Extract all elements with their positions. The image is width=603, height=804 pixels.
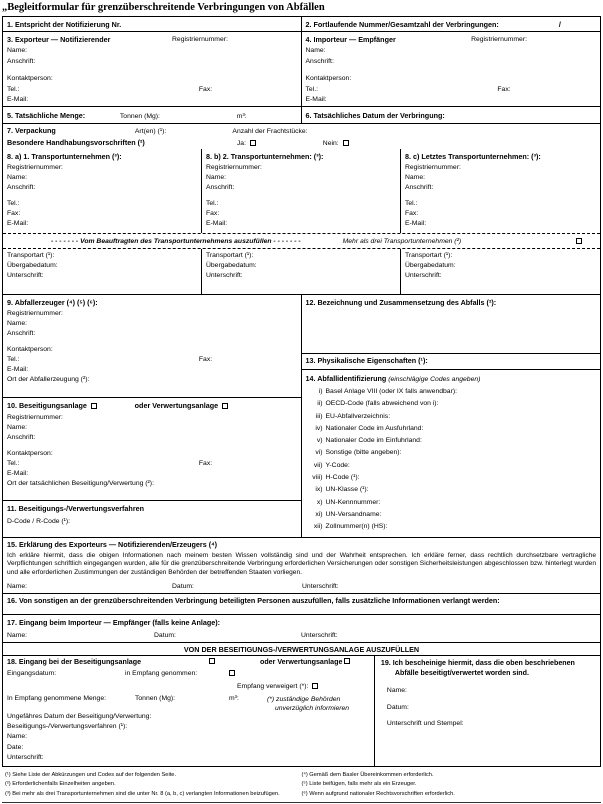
received-m3-label: m³: (229, 695, 239, 702)
actual-treatment-site-label: Ort der tatsächlichen Beseitigung/Verwertung (²): (7, 480, 154, 488)
carrier1-transport-mode-label: Transportart (¹): (7, 252, 55, 259)
declaration-date-label: Datum: (172, 583, 194, 591)
carrier1-regnum-label: Registriernummer: (7, 164, 63, 171)
waste-id-item-text: UN-Klasse (¹): (325, 486, 369, 494)
facility-section-header: VON DER BESEITIGUNGS-/VERWERTUNGSANLAGE AUSZUFÜLLEN (3, 643, 600, 656)
box-9-generator (3, 295, 301, 398)
waste-id-item-num: viii) (312, 474, 323, 482)
exporter-declaration-text: Ich erkläre hiermit, dass die obigen Informationen nach meinem besten Wissen vollständig sind und der Wahrheit entsprechen. Ich erkläre ferner, dass rechtlich durchsetzbare vertragliche Verpflichtungen schriftlich eingegangen wurden, alle für die grenzüberschreitende Verbringung erforderlichen Versicherungen oder sonstigen Sicherheitsleistungen abgeschlossen bzw. hinterlegt wurden und alle erforderlichen Zustimmungen der zuständigen Behörden der betreffenden Staaten vorliegen. (7, 552, 596, 576)
quantity-m3-label: m³: (236, 113, 247, 120)
importer-contact-label: Kontaktperson: (305, 75, 352, 83)
disposal-facility-checkbox[interactable] (91, 403, 97, 409)
waste-id-item (306, 509, 597, 521)
facility-receipt-title: 18. Eingang bei der Beseitigungsanlage (7, 658, 142, 666)
box-19-certification (375, 656, 600, 766)
waste-id-item-text: OECD-Code (falls abweichend von i): (325, 400, 439, 408)
box-14-waste-id (302, 370, 601, 537)
waste-id-item (306, 460, 597, 472)
certification-date-label: Datum: (386, 703, 409, 711)
row-main-section (3, 295, 600, 538)
box-5-quantity (3, 107, 302, 123)
exporter-fax-label: Fax: (198, 85, 213, 93)
box-18-facility-receipt (3, 656, 375, 766)
quantity-tonnes-label: Tonnen (Mg): (119, 113, 160, 120)
importer-regnum-label: Registriernummer: (471, 36, 527, 43)
receipt-entry-date-label: Eingangsdatum: (7, 670, 57, 677)
certification-name-label: Name: (386, 687, 407, 694)
row-18-19 (3, 656, 600, 766)
package-count-label: Anzahl der Frachtstücke: (232, 128, 308, 135)
carrier2-fax-label: Fax: (205, 209, 220, 217)
importer-name-label: Name: (305, 47, 326, 54)
waste-id-item-text: Y-Code: (325, 461, 350, 469)
row-5-6 (3, 107, 600, 124)
carrier1-signature-label: Unterschrift: (7, 272, 44, 280)
packaging-types-label: Art(en) (¹): (134, 128, 167, 135)
generator-address-label: Anschrift: (7, 330, 36, 338)
authorities-note-line2: unverzüglich informieren (275, 705, 350, 712)
carrier1-handover-date-label: Übergabedatum: (7, 262, 58, 270)
box-8c-carrier3 (401, 149, 600, 233)
carrier2-transport-block (202, 249, 401, 294)
waste-id-item-text: UN-Kennnummer: (325, 498, 381, 506)
exporter-regnum-label: Registriernummer: (172, 36, 228, 43)
received-tonnes-label: Tonnen (Mg): (135, 695, 176, 702)
exporter-tel-label: Tel.: (7, 85, 20, 93)
more-carriers-label: Mehr als drei Transportunternehmen (²) (342, 237, 462, 245)
exporter-contact-label: Kontaktperson: (7, 75, 53, 83)
declaration-signature-label: Unterschrift: (302, 583, 339, 591)
footnote-1: (¹) Siehe Liste der Abkürzungen und Codes auf der folgenden Seite. (5, 772, 177, 778)
waste-id-item (306, 447, 597, 459)
recovery-facility-checkbox[interactable] (222, 403, 228, 409)
certification-title: 19. Ich bescheinige hiermit, dass die oben beschriebenen Abfälle beseitigt/verwertet worden sind. (380, 659, 575, 677)
carrier3-handover-date-label: Übergabedatum: (404, 262, 456, 270)
carrier1-name-label: Name: (7, 174, 28, 182)
authorities-note (267, 695, 349, 713)
shipment-serial-slash: / (558, 20, 561, 29)
box-7-packaging (3, 124, 600, 149)
form-title: „Begleitformular für grenzüberschreitende Verbringungen von Abfällen (2, 2, 325, 13)
rejected-checkbox[interactable] (312, 683, 318, 689)
waste-id-item-text: H-Code (¹): (325, 474, 360, 482)
waste-id-item (306, 435, 597, 447)
box-10-facility (3, 398, 301, 501)
recovery-facility-label: oder Verwertungsanlage (134, 401, 219, 410)
row-3-4 (3, 32, 600, 107)
carrier2-address-label: Anschrift: (205, 184, 235, 192)
waste-id-item-text: Sonstige (bitte angeben): (325, 449, 402, 457)
box-2 (302, 17, 601, 31)
waste-id-item (306, 521, 597, 533)
generator-name-label: Name: (7, 320, 28, 328)
waste-id-item (306, 472, 597, 484)
facility-signature-label: Unterschrift: (7, 753, 44, 761)
ja-label: Ja: (236, 139, 246, 147)
waste-id-item-num: vi) (315, 449, 323, 457)
exporter-name-label: Name: (7, 47, 28, 54)
facility-email-label: E-Mail: (7, 470, 29, 478)
box-3-exporter (3, 32, 302, 106)
carrier3-signature-label: Unterschrift: (404, 272, 442, 280)
exporter-title: 3. Exporteur — Notifizierender (7, 35, 111, 44)
footnote-6: (⁶) Wenn aufgrund nationaler Rechtsvorschriften erforderlich. (301, 790, 455, 797)
waste-id-item-num: v) (316, 437, 323, 445)
row-1-2 (3, 17, 600, 32)
footnote-3: (³) Bei mehr als drei Transportunternehmen sind die unter Nr. 8 (a, b, c) verlangten Informationen beizufügen. (5, 790, 280, 797)
generator-contact-label: Kontaktperson: (7, 345, 53, 353)
waste-id-item-text: EU-Abfallverzeichnis: (325, 412, 391, 420)
right-column (302, 295, 601, 537)
carrier3-transport-mode-label: Transportart (¹): (404, 252, 453, 259)
waste-shipment-form (2, 16, 601, 767)
box-12-designation (302, 295, 601, 354)
physical-characteristics-title: 13. Physikalische Eigenschaften (¹): (305, 356, 428, 365)
dr-code-label: D-Code / R-Code (¹): (7, 518, 71, 525)
carrier3-transport-block (401, 249, 600, 294)
waste-id-item-num: ix) (315, 486, 323, 494)
nein-checkbox[interactable] (343, 140, 349, 146)
carrier2-regnum-label: Registriernummer: (205, 164, 262, 171)
carrier1-email-label: E-Mail: (7, 220, 29, 228)
waste-id-item (306, 386, 597, 398)
treatment-operation-label: Beseitigungs-/Verwertungsverfahren (¹): (7, 723, 128, 731)
footnotes-right (302, 771, 599, 799)
facility-name-label: Name: (7, 733, 28, 741)
facility-address-label: Anschrift: (7, 434, 36, 442)
declaration-name-label: Name: (7, 583, 28, 591)
carrier2-transport-mode-label: Transportart (¹): (205, 252, 254, 259)
carrier2-handover-date-label: Übergabedatum: (205, 262, 257, 270)
approx-treatment-date-label: Ungefähres Datum der Beseitigung/Verwertung: (7, 713, 152, 720)
carrier2-title: 8. b) 2. Transportunternehmen: (³): (205, 152, 324, 161)
exporter-declaration-title: 15. Erklärung des Exporteurs — Notifizierenden/Erzeugers (⁴) (7, 540, 218, 549)
carrier3-fax-label: Fax: (404, 209, 419, 217)
importer-address-label: Anschrift: (305, 57, 334, 65)
box-8b-carrier2 (202, 149, 401, 233)
waste-designation-title: 12. Bezeichnung und Zusammensetzung des Abfalls (²): (305, 298, 497, 307)
receipt-recovery-checkbox[interactable] (344, 658, 350, 664)
box-4-importer (302, 32, 601, 106)
actual-date-title: 6. Tatsächliches Datum der Verbringung: (305, 111, 445, 120)
row-transport-details (3, 249, 600, 295)
certification-signature-stamp-label: Unterschrift und Stempel: (386, 720, 464, 728)
bottom-rule (2, 802, 601, 803)
carrier3-email-label: E-Mail: (404, 220, 427, 228)
carrier3-tel-label: Tel.: (404, 199, 418, 207)
facility-regnum-label: Registriernummer: (7, 414, 63, 421)
waste-id-item-num: x) (316, 498, 323, 506)
shipment-serial-label: 2. Fortlaufende Nummer/Gesamtzahl der Verbringungen: (305, 20, 499, 29)
waste-id-subtitle: (einschlägige Codes angeben) (388, 376, 481, 383)
carrier1-fax-label: Fax: (7, 209, 21, 217)
footnote-2: (²) Erforderlichenfalls Einzelheiten angeben. (5, 781, 116, 788)
box-11-operation (3, 501, 301, 537)
waste-id-item-num: xii) (313, 523, 323, 531)
box-15-declaration (3, 538, 600, 594)
receipt-recovery-label: oder Verwertungsanlage (260, 658, 343, 666)
carrier2-tel-label: Tel.: (205, 199, 219, 207)
carrier2-name-label: Name: (205, 174, 227, 182)
carrier1-tel-label: Tel.: (7, 199, 20, 207)
waste-id-item (306, 484, 597, 496)
carrier1-transport-block (3, 249, 202, 294)
waste-id-item-text: Zollnummer(n) (HS): (325, 523, 388, 531)
waste-id-item-text: UN-Versandname: (325, 510, 382, 518)
facility-name-label: Name: (7, 424, 28, 432)
facility-contact-label: Kontaktperson: (7, 449, 53, 457)
waste-id-item-text: Basel Anlage VIII (oder IX falls anwendbar): (325, 388, 457, 395)
left-column (3, 295, 302, 537)
carrier-declaration-band (3, 234, 600, 249)
receipt-disposal-checkbox[interactable] (209, 658, 215, 664)
waste-id-item (306, 411, 597, 423)
carrier3-name-label: Name: (404, 174, 425, 182)
received-quantity-label: In Empfang genommene Menge: (7, 695, 106, 702)
generator-site-label: Ort der Abfallerzeugung (²): (7, 376, 90, 384)
waste-id-item (306, 423, 597, 435)
generator-title: 9. Abfallerzeuger (⁴) (⁵) (⁶): (7, 298, 98, 307)
received-label: in Empfang genommen: (125, 670, 198, 677)
footnotes (2, 767, 601, 799)
generator-fax-label: Fax: (198, 355, 213, 363)
carrier-declaration-banner: - - - - - - - Vom Beauftragten des Transportunternehmens auszufüllen - - - - - - - (51, 237, 301, 245)
ja-checkbox[interactable] (250, 140, 256, 146)
waste-id-item (306, 398, 597, 410)
exporter-address-label: Anschrift: (7, 57, 36, 65)
carrier3-address-label: Anschrift: (404, 184, 434, 192)
generator-regnum-label: Registriernummer: (7, 310, 63, 317)
carrier2-signature-label: Unterschrift: (205, 272, 243, 280)
nein-label: Nein: (322, 139, 339, 147)
generator-tel-label: Tel.: (7, 355, 20, 363)
importer-tel-label: Tel.: (305, 85, 318, 93)
more-carriers-checkbox[interactable] (576, 238, 582, 244)
rejected-label: Empfang verweigert (*): (237, 683, 309, 690)
carrier3-title: 8. c) Letztes Transportunternehmen: (³): (404, 152, 541, 161)
waste-id-item-text: Nationaler Code im Einfuhrland: (325, 437, 422, 445)
waste-id-item-num: vii) (313, 461, 323, 469)
importer-receipt-title: 17. Eingang beim Importeur — Empfänger (falls keine Anlage): (7, 618, 221, 627)
facility-tel-label: Tel.: (7, 459, 20, 467)
exporter-email-label: E-Mail: (7, 96, 29, 104)
row-8-carriers (3, 149, 600, 234)
box-13-physical (302, 354, 601, 370)
waste-id-item-num: iv) (315, 424, 323, 432)
handling-requirements-label: Besondere Handhabungsvorschriften (²) (7, 137, 145, 147)
box-8a-carrier1 (3, 149, 202, 233)
waste-id-item-text: Nationaler Code im Ausfuhrland: (325, 424, 424, 432)
waste-id-item-num: iii) (315, 412, 323, 420)
importer-title: 4. Importeur — Empfänger (305, 35, 396, 44)
footnotes-left (5, 771, 302, 799)
footnote-5: (⁵) Liste beifügen, falls mehr als ein Erzeuger. (301, 781, 417, 788)
other-persons-title: 16. Von sonstigen an der grenzüberschreitenden Verbringung beteiligten Personen auszufüllen, falls zusätzliche Informationen verlangt werden: (7, 596, 500, 605)
receipt-date-label: Datum: (154, 632, 176, 639)
received-checkbox[interactable] (229, 670, 235, 676)
operation-title: 11. Beseitigungs-/Verwertungsverfahren (7, 504, 145, 513)
packaging-title: 7. Verpackung (7, 126, 56, 135)
carrier2-email-label: E-Mail: (205, 220, 228, 228)
box-16-other-persons (3, 594, 600, 615)
importer-fax-label: Fax: (497, 85, 511, 93)
waste-id-item (306, 497, 597, 509)
carrier1-title: 8. a) 1. Transportunternehmen (³): (7, 152, 122, 161)
facility-date-label: Date: (7, 743, 24, 751)
waste-id-item-num: i) (318, 388, 323, 395)
waste-id-item-num: ii) (317, 400, 323, 408)
carrier1-address-label: Anschrift: (7, 184, 36, 192)
carrier3-regnum-label: Registriernummer: (404, 164, 461, 171)
authorities-note-line1: (*) zuständige Behörden (267, 696, 341, 703)
actual-quantity-title: 5. Tatsächliche Menge: (7, 111, 86, 120)
notification-number-label: 1. Entspricht der Notifizierung Nr. (3, 17, 302, 31)
footnote-4: (⁴) Gemäß dem Basler Übereinkommen erforderlich. (301, 772, 434, 778)
disposal-facility-label: 10. Beseitigungsanlage (7, 401, 87, 410)
facility-fax-label: Fax: (198, 459, 213, 467)
waste-id-title: 14. Abfallidentifizierung (305, 374, 387, 383)
receipt-signature-label: Unterschrift: (301, 632, 338, 639)
box-17-importer-receipt (3, 615, 600, 643)
waste-id-item-num: xi) (315, 510, 323, 518)
importer-email-label: E-Mail: (305, 96, 327, 104)
generator-email-label: E-Mail: (7, 366, 29, 374)
receipt-name-label: Name: (7, 632, 28, 639)
